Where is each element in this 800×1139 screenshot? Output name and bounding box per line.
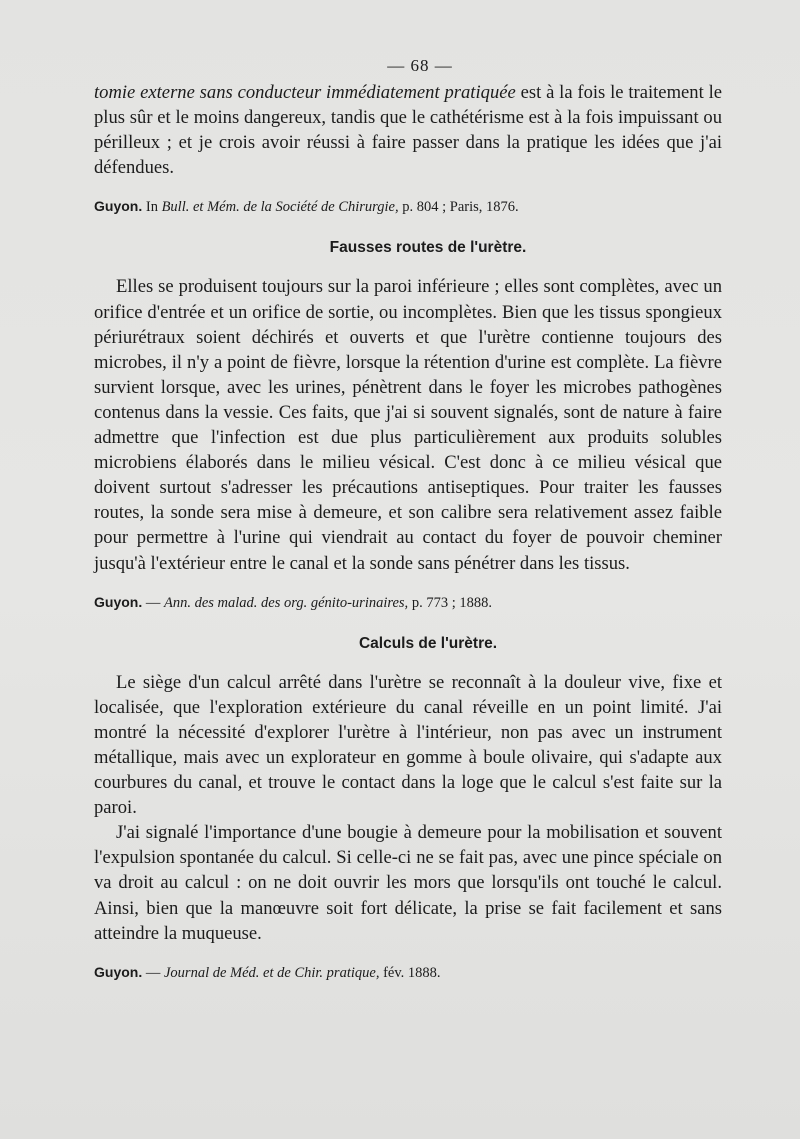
page-content — [94, 80, 722, 983]
citation-author: Guyon. — [94, 198, 143, 215]
citation — [94, 196, 722, 217]
citation-details: p. 804 ; Paris, 1876. — [398, 199, 519, 216]
italic-phrase: tomie externe sans conducteur immédiatement pratiquée — [94, 82, 516, 103]
citation-journal: Journal de Méd. et de Chir. pratique, — [163, 964, 380, 981]
section-heading: Calculs de l'urètre. — [358, 634, 498, 652]
paragraph-text: est à la fois le traitement le plus sûr et le moins dangereux, tandis que le cathétérisme est à la fois impuissant ou périlleux ; et je crois avoir réussi à faire passer dans la pratique les idées que j'ai défendues. — [94, 82, 722, 179]
citation-prefix: In — [142, 199, 162, 216]
citation-author: Guyon. — [94, 593, 143, 610]
citation-journal: Bull. et Mém. de la Société de Chirurgie, — [161, 199, 399, 216]
citation-journal: Ann. des malad. des org. génito-urinaires, — [163, 594, 409, 611]
citation — [94, 592, 722, 613]
page-number: — 68 — — [387, 56, 453, 75]
citation — [94, 962, 722, 983]
citation-author: Guyon. — [94, 963, 143, 980]
citation-prefix: — — [142, 594, 164, 611]
citation-details: p. 773 ; 1888. — [408, 594, 492, 611]
citation-prefix: — — [142, 964, 164, 981]
section-heading: Fausses routes de l'urètre. — [329, 239, 527, 257]
section-paragraph: Elles se produisent toujours sur la paroi inférieure ; elles sont complètes, avec un orifice d'entrée et un orifice de sortie, ou incomplètes. Bien que les tissus spongieux périurétraux soient déchirés et ouverts et que l'urètre contienne toujours des microbes, il n'y a point de fièvre, lorsque la rétention d'urine est complète. La fièvre survient lorsque, avec les urines, pénètrent dans le foyer les microbes pathogènes contenus dans la vessie. Ces faits, que j'ai si souvent signalés, sont de nature à faire admettre que l'infection est due plus particulièrement aux produits solubles microbiens élaborés dans le milieu vésical. C'est donc à ce milieu vésical que doivent surtout s'adresser les précautions antiseptiques. Pour traiter les fausses routes, la sonde sera mise à demeure, et son calibre sera relativement assez faible pour permettre à l'urine qui viendrait au contact du foyer de pouvoir cheminer jusqu'à l'extérieur entre le canal et la sonde sans pénétrer dans les tissus. — [94, 276, 722, 574]
paragraph-continuation — [94, 80, 722, 180]
section-paragraph: Le siège d'un calcul arrêté dans l'urètre se reconnaît à la douleur vive, fixe et localisée, que l'exploration extérieure du canal réveille en un point limité. J'ai montré la nécessité d'explorer l'urètre à l'intérieur, non pas avec un instrument métallique, mais avec un explorateur en gomme à boule olivaire, qui s'adapte aux courbures du canal, et trouve le contact dans la loge que le calcul s'est faite sur la paroi. — [94, 671, 722, 819]
citation-details: fév. 1888. — [379, 964, 441, 981]
section-paragraph: J'ai signalé l'importance d'une bougie à demeure pour la mobilisation et souvent l'expulsion spontanée du calcul. Si celle-ci ne se fait pas, avec une pince spéciale on va droit au calcul : on ne doit ouvrir les mors que lorsqu'ils ont touché le calcul. Ainsi, bien que la manœuvre soit fort délicate, la prise se fait facilement et sans atteindre la muqueuse. — [94, 822, 722, 944]
